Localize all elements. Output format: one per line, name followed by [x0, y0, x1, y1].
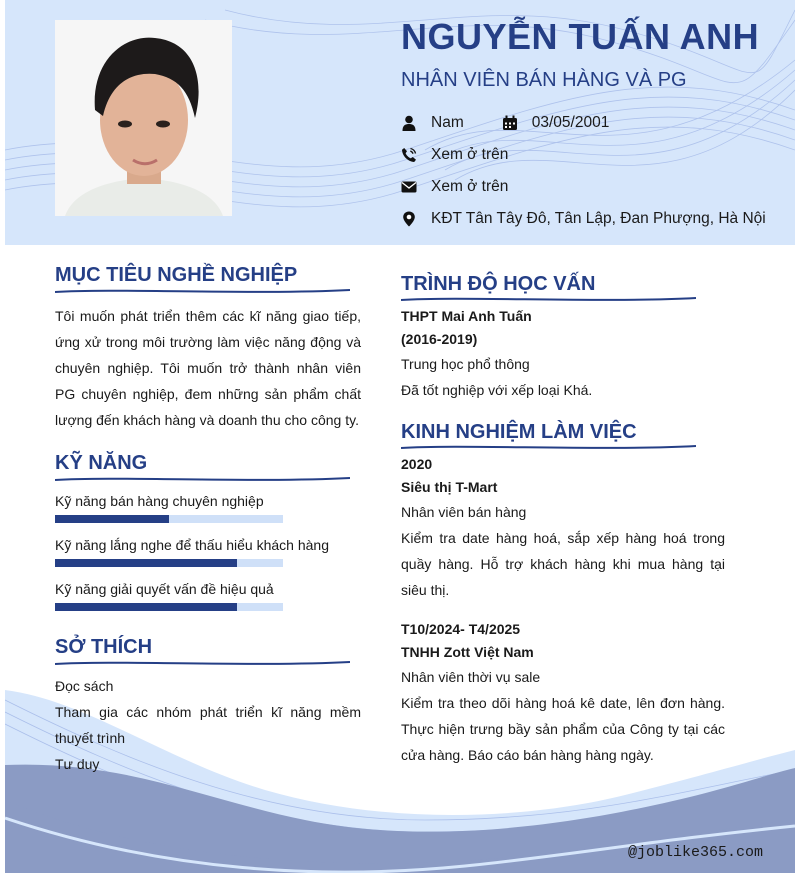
email-value: Xem ở trên	[431, 178, 509, 195]
objective-underline	[55, 287, 350, 295]
job-period: 2020	[401, 456, 433, 472]
hobby-item: Tham gia các nhóm phát triển kĩ năng mềm thuyết trình	[55, 704, 361, 746]
job-company: Siêu thị T-Mart	[401, 479, 498, 495]
skill-bar	[55, 515, 283, 523]
info-phone	[401, 144, 508, 166]
experience-title: KINH NGHIỆM LÀM VIỆC	[401, 421, 637, 443]
objective-title: MỤC TIÊU NGHỀ NGHIỆP	[55, 264, 298, 286]
experience-underline	[401, 443, 696, 451]
education-level: Trung học phổ thông	[401, 356, 530, 372]
job-company: TNHH Zott Việt Nam	[401, 644, 534, 660]
skills-underline	[55, 475, 350, 483]
profile-photo	[55, 20, 232, 216]
education-title: TRÌNH ĐỘ HỌC VẤN	[401, 273, 596, 295]
hobbies-title: SỞ THÍCH	[55, 636, 153, 658]
candidate-name: NGUYỄN TUẤN ANH	[401, 16, 760, 57]
info-gender-birthday	[401, 112, 609, 134]
map-marker-icon	[401, 211, 417, 227]
job-description: Kiểm tra theo dõi hàng hoá kê date, lên đơn hàng. Thực hiện trưng bầy sản phẩm của Công ty tại các cửa hàng. Báo cáo bán hàng hàng ngày.	[401, 695, 725, 763]
education-note: Đã tốt nghiệp với xếp loại Khá.	[401, 382, 593, 398]
objective-text: Tôi muốn phát triển thêm các kĩ năng giao tiếp, ứng xử trong môi trường làm việc năng động và chuyên nghiệp. Tôi muốn trở thành nhân viên PG chuyên nghiệp, đem những sản phẩm chất lượng đến khách hàng và doanh thu cho công ty.	[55, 308, 361, 428]
skill-bar-fill	[55, 603, 237, 611]
cv-page	[5, 0, 795, 873]
hobby-item: Tư duy	[55, 756, 100, 772]
job-description: Kiểm tra date hàng hoá, sắp xếp hàng hoá trong quầy hàng. Hỗ trợ khách hàng khi mua hàng tại siêu thị.	[401, 530, 725, 598]
skill-label: Kỹ năng lắng nghe để thấu hiểu khách hàng	[55, 537, 330, 553]
address-value: KĐT Tân Tây Đô, Tân Lập, Đan Phượng, Hà Nội	[431, 210, 766, 227]
skill-bar-fill	[55, 559, 237, 567]
education-period: (2016-2019)	[401, 331, 478, 347]
envelope-icon	[401, 179, 417, 195]
skills-title: KỸ NĂNG	[55, 452, 148, 474]
gender-value: Nam	[431, 114, 464, 131]
hobby-item: Đọc sách	[55, 678, 114, 694]
skill-label: Kỹ năng bán hàng chuyên nghiệp	[55, 493, 264, 509]
phone-icon	[401, 147, 417, 163]
skill-bar	[55, 603, 283, 611]
skill-bar	[55, 559, 283, 567]
calendar-icon	[502, 115, 518, 131]
skill-bar-fill	[55, 515, 169, 523]
education-school: THPT Mai Anh Tuấn	[401, 308, 532, 324]
job-role: Nhân viên thời vụ sale	[401, 669, 541, 685]
education-underline	[401, 295, 696, 303]
watermark: @joblike365.com	[627, 844, 763, 861]
info-address	[401, 208, 766, 230]
user-icon	[401, 115, 417, 131]
hobbies-underline	[55, 659, 350, 667]
skill-label: Kỹ năng giải quyết vấn đề hiệu quả	[55, 581, 274, 597]
job-role: Nhân viên bán hàng	[401, 504, 527, 520]
phone-value: Xem ở trên	[431, 146, 509, 163]
avatar	[55, 20, 232, 216]
birthday-value: 03/05/2001	[531, 114, 610, 131]
job-period: T10/2024- T4/2025	[401, 621, 521, 637]
info-email	[401, 176, 508, 198]
job-title: NHÂN VIÊN BÁN HÀNG VÀ PG	[401, 69, 687, 91]
